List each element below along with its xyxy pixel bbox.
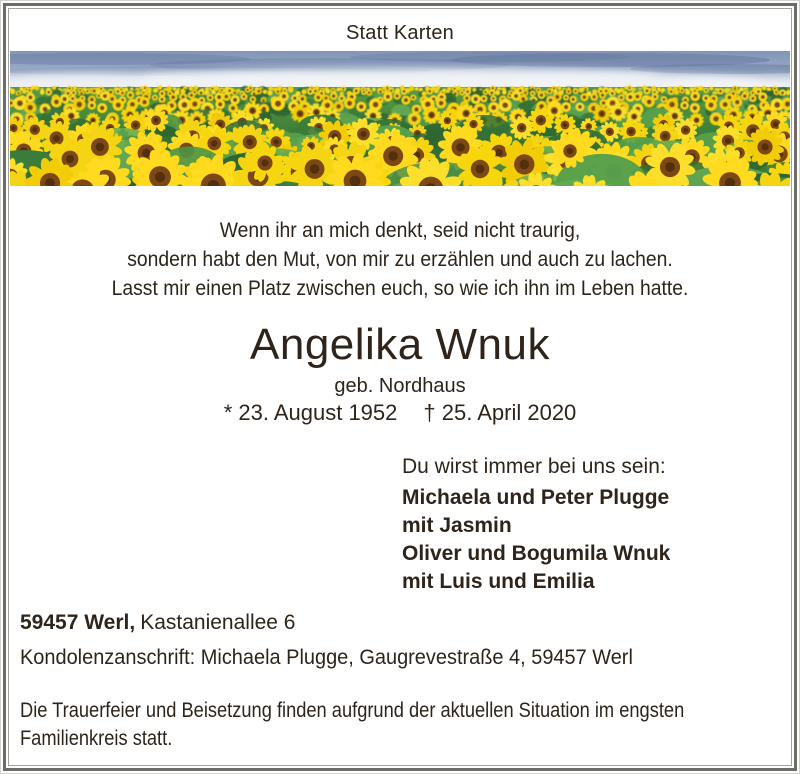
family-dedication	[402, 453, 670, 596]
mourner-line-1: Michaela und Peter Plugge	[402, 486, 670, 509]
address-line	[20, 611, 296, 635]
mourner-line-2: mit Jasmin	[402, 514, 512, 537]
life-dates	[0, 400, 800, 426]
funeral-note-line-1: Die Trauerfeier und Beisetzung finden aufgrund der aktuellen Situation im engsten	[20, 699, 685, 722]
funeral-note	[20, 697, 684, 753]
mourner-line-3: Oliver und Bogumila Wnuk	[402, 542, 671, 565]
memorial-poem	[32, 216, 768, 303]
mourner-line-4: mit Luis und Emilia	[402, 570, 595, 593]
dedication-intro: Du wirst immer bei uns sein:	[402, 455, 666, 478]
sunflower-field-image	[10, 51, 790, 186]
mourners-list	[402, 484, 670, 596]
address-city: 59457 Werl,	[20, 611, 136, 634]
maiden-name: geb. Nordhaus	[334, 375, 466, 397]
condolence-line: Kondolenzanschrift: Michaela Plugge, Gaugrevestraße 4, 59457 Werl	[20, 646, 633, 669]
address-street: Kastanienallee 6	[140, 611, 296, 634]
birth-date: * 23. August 1952	[223, 400, 398, 425]
header-statt-karten: Statt Karten	[345, 22, 454, 44]
poem-line-2: sondern habt den Mut, von mir zu erzählen und auch zu lachen.	[127, 248, 673, 271]
deceased-name: Angelika Wnuk	[250, 320, 550, 369]
funeral-note-line-2: Familienkreis statt.	[20, 727, 173, 750]
poem-line-1: Wenn ihr an mich denkt, seid nicht traurig,	[219, 219, 581, 242]
death-date: † 25. April 2020	[423, 400, 577, 425]
poem-line-3: Lasst mir einen Platz zwischen euch, so wie ich ihn im Leben hatte.	[111, 277, 689, 300]
sunflower-field-photo	[10, 51, 790, 186]
